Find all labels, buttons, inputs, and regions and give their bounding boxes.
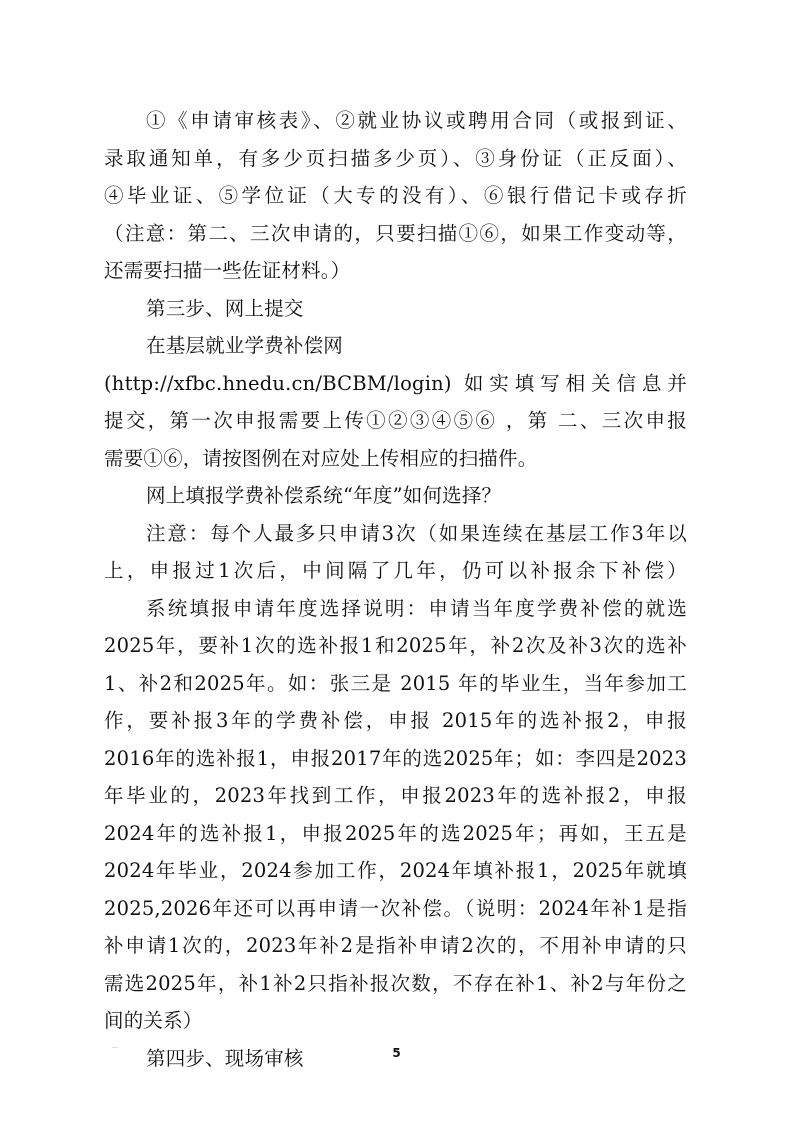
text-line: 2024年毕业，2024参加工作，2024年填补报1，2025年就填: [104, 859, 687, 882]
text-line: (http://xfbc.hnedu.cn/BCBM/login) 如实填写相关信息并: [104, 372, 687, 395]
text-line: 需要①⑥，请按图例在对应处上传相应的扫描件。: [104, 447, 538, 470]
section-heading: 第三步、网上提交: [146, 297, 304, 320]
text-line: ①《申请审核表》、②就业协议或聘用合同（或报到证、: [146, 109, 687, 132]
text-line: 提交，第一次申报需要上传①②③④⑤⑥ ，第 二、三次申报: [104, 409, 687, 432]
text-line: 录取通知单，有多少页扫描多少页）、③身份证（正反面）、: [104, 147, 687, 170]
text-line: 系统填报申请年度选择说明：申请当年度学费补偿的就选: [146, 597, 687, 620]
text-line: 间的关系）: [104, 1009, 203, 1032]
text-line: 2025年，要补1次的选补报1和2025年，补2次及补3次的选补: [104, 634, 687, 657]
text-line: 补申请1次的，2023年补2是指补申请2次的，不用补申请的只: [104, 934, 687, 957]
text-line: 年毕业的，2023年找到工作，申报2023年的选补报2，申报: [104, 784, 687, 807]
text-line: ④毕业证、⑤学位证（大专的没有）、⑥银行借记卡或存折: [104, 184, 687, 207]
text-line: 网上填报学费补偿系统“年度”如何选择？: [146, 484, 502, 507]
text-line: 还需要扫描一些佐证材料。）: [104, 259, 351, 282]
text-line: 注意：每个人最多只申请3次（如果连续在基层工作3年以: [146, 522, 687, 545]
text-line: 2024年的选补报1，申报2025年的选2025年；再如，王五是: [104, 822, 687, 845]
page-number: 5: [392, 1046, 401, 1060]
text-line: （注意：第二、三次申请的，只要扫描①⑥，如果工作变动等，: [104, 222, 687, 245]
text-line: 2016年的选补报1，申报2017年的选2025年；如：李四是2023: [104, 747, 687, 770]
text-line: 1、补2和2025年。如：张三是 2015 年的毕业生，当年参加工: [104, 672, 687, 695]
text-line: 需选2025年，补1补2只指补报次数，不存在补1、补2与年份之: [104, 972, 687, 995]
section-heading: 第四步、现场审核: [146, 1047, 304, 1070]
text-line: 作，要补报3年的学费补偿，申报 2015年的选补报2，申报: [104, 709, 687, 732]
text-line: 2025,2026年还可以再申请一次补偿。（说明：2024年补1是指: [104, 897, 687, 920]
text-line: 在基层就业学费补偿网: [146, 334, 344, 357]
text-line: 上，申报过1次后，中间隔了几年，仍可以补报余下补偿）: [104, 559, 687, 582]
